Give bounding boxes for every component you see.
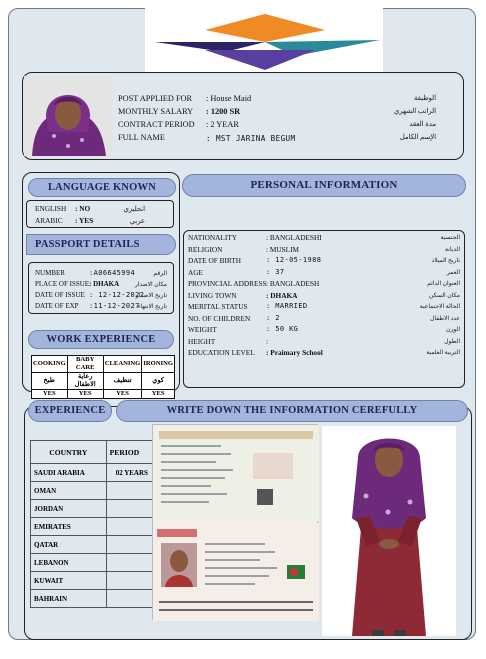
living-town-ar: مكان السكن bbox=[429, 292, 460, 299]
country-cell: KUWAIT bbox=[31, 572, 107, 590]
personal-title: PERSONAL INFORMATION bbox=[182, 174, 466, 197]
living-town-label: LIVING TOWN bbox=[188, 290, 237, 300]
height-ar: الطول bbox=[444, 338, 460, 345]
fullname-value: : MST JARINA BEGUM bbox=[206, 134, 296, 143]
country-cell: EMIRATES bbox=[31, 518, 107, 536]
post-label: POST APPLIED FOR bbox=[118, 94, 193, 103]
dob-ar: تاريخ الميلاد bbox=[431, 258, 460, 264]
period-cell bbox=[106, 554, 157, 572]
date-of-issue-label: DATE OF ISSUE bbox=[35, 291, 85, 299]
weight-label: WEIGHT bbox=[188, 325, 217, 334]
arabic-ar: عربي bbox=[129, 218, 145, 225]
work-value-row bbox=[32, 390, 175, 399]
religion-value: : MUSLIM bbox=[266, 244, 300, 254]
age-ar: العمر bbox=[446, 269, 460, 276]
logo-icon bbox=[145, 4, 383, 74]
provincial-value: : BANGLADESH bbox=[266, 279, 320, 288]
country-cell: OMAN bbox=[31, 482, 107, 500]
date-of-issue-ar: تاريخ الاصدار bbox=[135, 293, 167, 299]
work-val-ironing: YES bbox=[142, 390, 175, 399]
country-header: COUNTRY bbox=[31, 441, 107, 464]
portrait-photo bbox=[24, 76, 112, 156]
work-experience-table bbox=[31, 355, 175, 399]
logo-area bbox=[145, 4, 383, 74]
weight-value: : 50 KG bbox=[266, 325, 299, 333]
religion-label: RELIGION bbox=[188, 244, 223, 254]
work-val-babycare: YES bbox=[67, 390, 103, 399]
write-down-title: WRITE DOWN THE INFORMATION CEREFULLY bbox=[116, 400, 468, 422]
country-cell: SAUDI ARABIA bbox=[31, 464, 107, 482]
post-ar: الوظيفة bbox=[413, 95, 436, 102]
education-value: : Praimary School bbox=[266, 348, 323, 357]
country-cell: LEBANON bbox=[31, 554, 107, 572]
experience-title: EXPERIENCE bbox=[28, 400, 112, 422]
salary-value: : 1200 SR bbox=[206, 107, 241, 116]
country-cell: QATAR bbox=[31, 536, 107, 554]
work-val-cooking: YES bbox=[32, 390, 68, 399]
children-label: NO. OF CHILDREN bbox=[188, 313, 251, 323]
experience-table bbox=[30, 440, 158, 608]
salary-ar: الراتب الشهري bbox=[393, 108, 436, 115]
age-label: AGE bbox=[188, 267, 203, 277]
arabic-label: ARABIC bbox=[35, 216, 63, 225]
fullname-label: FULL NAME bbox=[118, 133, 165, 142]
experience-row bbox=[31, 500, 158, 518]
fullname-ar: الإسم الكامل bbox=[399, 134, 436, 141]
contract-value: : 2 YEAR bbox=[206, 120, 239, 129]
education-ar: التربية العلمية bbox=[426, 350, 460, 356]
work-ar-cleaning: تنظيف bbox=[103, 373, 142, 390]
marital-label: MERITAL STATUS bbox=[188, 302, 248, 311]
english-ar: انجليزي bbox=[123, 206, 145, 213]
experience-row bbox=[31, 482, 158, 500]
passport-number-value: :A06645994 bbox=[89, 269, 136, 277]
experience-row bbox=[31, 590, 158, 608]
post-value: : House Maid bbox=[206, 94, 252, 103]
date-of-exp-label: DATE OF EXP bbox=[35, 302, 79, 310]
work-col-cooking: COOKING bbox=[32, 356, 68, 373]
provincial-label: PROVINCIAL ADDRESS bbox=[188, 279, 267, 288]
contract-label: CONTRACT PERIOD bbox=[118, 120, 195, 129]
date-of-issue-value: : 12-12-2022 bbox=[89, 291, 145, 299]
period-cell bbox=[106, 572, 157, 590]
place-of-issue-value: : DHAKA bbox=[89, 280, 120, 288]
experience-row bbox=[31, 518, 158, 536]
experience-row bbox=[31, 536, 158, 554]
provincial-ar: العنوان الدائم bbox=[427, 281, 460, 287]
work-ar-ironing: كوي bbox=[142, 373, 175, 390]
passport-box bbox=[28, 262, 174, 314]
children-ar: عدد الاطفال bbox=[430, 315, 460, 322]
date-of-exp-value: :11-12-2027 bbox=[89, 302, 140, 310]
work-col-ironing: IRONING bbox=[142, 356, 175, 373]
language-box bbox=[26, 200, 174, 228]
work-experience-title: WORK EXPERIENCE bbox=[28, 330, 174, 349]
period-header: PERIOD bbox=[106, 441, 157, 464]
work-header-row bbox=[32, 356, 175, 373]
living-town-value: : DHAKA bbox=[266, 290, 298, 300]
header-fields bbox=[118, 80, 458, 156]
period-cell bbox=[106, 500, 157, 518]
date-of-exp-ar: تاريخ الانتهاء bbox=[137, 304, 167, 310]
religion-ar: الديانة bbox=[444, 246, 460, 253]
work-col-cleaning: CLEANING bbox=[103, 356, 142, 373]
passport-number-label: NUMBER bbox=[35, 269, 65, 277]
nationality-label: NATIONALITY bbox=[188, 233, 238, 242]
period-cell bbox=[106, 518, 157, 536]
country-cell: BAHRAIN bbox=[31, 590, 107, 608]
age-value: : 37 bbox=[266, 267, 285, 276]
country-cell: JORDAN bbox=[31, 500, 107, 518]
personal-rows bbox=[188, 233, 460, 383]
weight-ar: الوزن bbox=[446, 327, 460, 333]
period-cell: 02 YEARS bbox=[106, 464, 157, 482]
passport-scan bbox=[152, 424, 318, 620]
period-cell bbox=[106, 536, 157, 554]
work-col-babycare: BABY CARE bbox=[67, 356, 103, 373]
fullbody-photo bbox=[322, 426, 456, 636]
contract-ar: مدة العقد bbox=[409, 121, 436, 128]
passport-number-ar: الرقم bbox=[153, 271, 167, 277]
place-of-issue-label: PLACE OF ISSUE bbox=[35, 280, 90, 288]
marital-value: : MARRIED bbox=[266, 302, 308, 310]
period-cell bbox=[106, 482, 157, 500]
work-ar-babycare: رعاية الاطفال bbox=[67, 373, 103, 390]
dob-label: DATE OF BIRTH bbox=[188, 256, 242, 265]
salary-label: MONTHLY SALARY bbox=[118, 107, 194, 116]
experience-header-row bbox=[31, 441, 158, 464]
language-title: LANGUAGE KNOWN bbox=[28, 178, 176, 197]
height-value: : bbox=[266, 336, 269, 346]
height-label: HEIGHT bbox=[188, 336, 216, 346]
dob-value: : 12-05-1988 bbox=[266, 256, 322, 264]
experience-row bbox=[31, 572, 158, 590]
personal-panel bbox=[183, 230, 465, 388]
nationality-value: : BANGLADESHI bbox=[266, 233, 322, 242]
work-val-cleaning: YES bbox=[103, 390, 142, 399]
education-label: EDUCATION LEVEL bbox=[188, 348, 255, 357]
experience-row bbox=[31, 464, 158, 482]
english-label: ENGLISH bbox=[35, 204, 67, 213]
children-value: : 2 bbox=[266, 313, 280, 322]
english-value: : NO bbox=[75, 204, 91, 213]
nationality-ar: الجنسية bbox=[440, 235, 460, 241]
period-cell bbox=[106, 590, 157, 608]
work-arabic-row bbox=[32, 373, 175, 390]
work-ar-cooking: طبخ bbox=[32, 373, 68, 390]
marital-ar: الحالة الاجتماعية bbox=[419, 304, 460, 310]
place-of-issue-ar: مكان الاصدار bbox=[134, 282, 167, 288]
passport-title: PASSPORT DETAILS bbox=[26, 234, 176, 255]
experience-row bbox=[31, 554, 158, 572]
arabic-value: : YES bbox=[75, 216, 94, 225]
